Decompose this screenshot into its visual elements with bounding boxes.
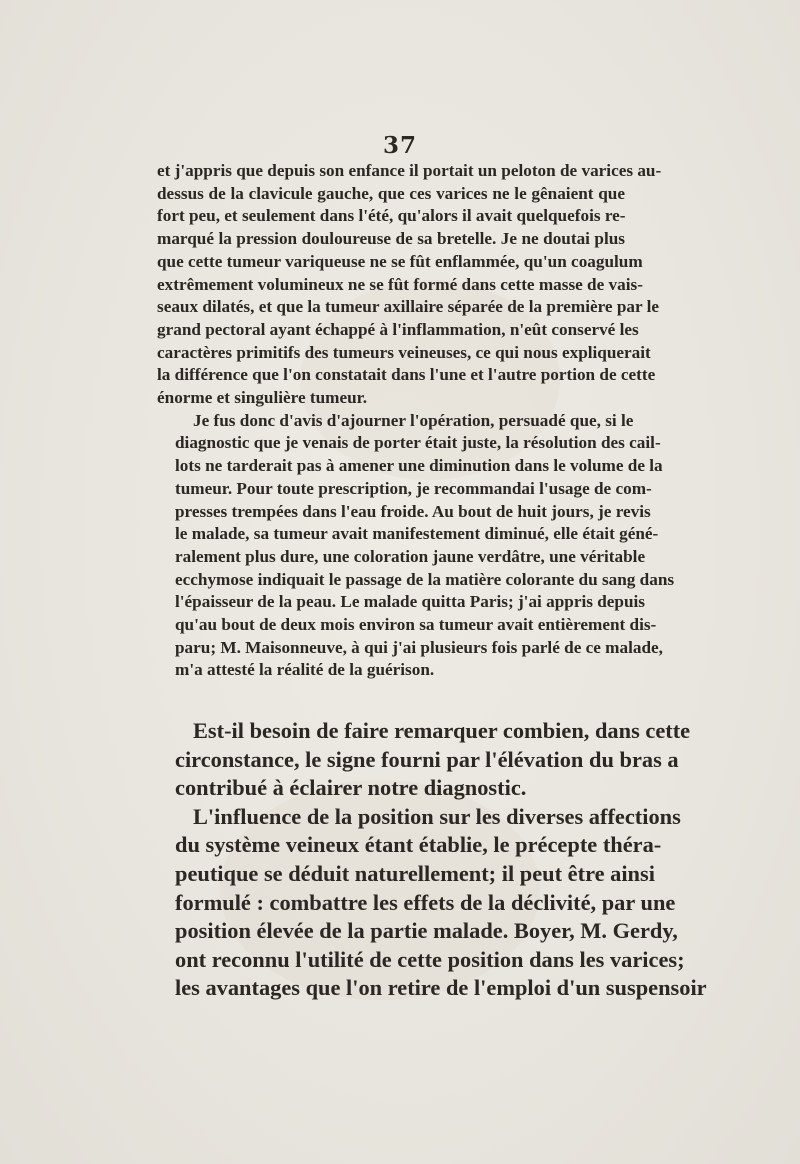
text-line: ont reconnu l'utilité de cette position dans les varices; (175, 946, 685, 972)
text-line: dessus de la clavicule gauche, que ces varices ne le gênaient que (157, 183, 625, 203)
text-line: marqué la pression douloureuse de sa bretelle. Je ne doutai plus (157, 229, 625, 249)
paragraph (157, 160, 662, 410)
text-line: extrêmement volumineux ne se fût formé dans cette masse de vais- (157, 274, 643, 294)
text-line: lots ne tarderait pas à amener une diminution dans le volume de la (175, 456, 663, 476)
page-number: 37 (382, 132, 417, 159)
paragraph (157, 717, 691, 803)
text-line: caractères primitifs des tumeurs veineuses, ce qui nous expliquerait (157, 342, 651, 362)
text-line: fort peu, et seulement dans l'été, qu'alors il avait quelquefois re- (157, 206, 626, 226)
text-line: contribué à éclairer notre diagnostic. (175, 775, 527, 801)
text-line: l'épaisseur de la peau. Le malade quitta Paris; j'ai appris depuis (175, 592, 645, 612)
text-line: et j'appris que depuis son enfance il portait un peloton de varices au- (157, 161, 662, 180)
text-line: grand pectoral ayant échappé à l'inflammation, n'eût conservé les (157, 319, 639, 339)
body-text-small (157, 160, 675, 682)
text-line: formulé : combattre les effets de la déclivité, par une (175, 889, 676, 915)
text-line: du système veineux étant établie, le précepte théra- (175, 832, 662, 858)
text-line: la différence que l'on constatait dans l'une et l'autre portion de cette (157, 365, 656, 385)
text-line: les avantages que l'on retire de l'emploi d'un suspensoir (175, 975, 707, 1001)
text-line: ralement plus dure, une coloration jaune verdâtre, une véritable (175, 546, 646, 566)
text-line: paru; M. Maisonneuve, à qui j'ai plusieurs fois parlé de ce malade, (175, 637, 663, 657)
paragraph (157, 410, 675, 682)
body-text-large (157, 717, 707, 1003)
text-line: le malade, sa tumeur avait manifestement diminué, elle était géné- (175, 524, 659, 544)
text-line: position élevée de la partie malade. Boyer, M. Gerdy, (175, 918, 678, 944)
text-line: circonstance, le signe fourni par l'élévation du bras a (175, 746, 679, 772)
paragraph (157, 803, 707, 1003)
text-line: Est-il besoin de faire remarquer combien, dans cette (193, 718, 691, 743)
text-line: qu'au bout de deux mois environ sa tumeur avait entièrement dis- (175, 615, 657, 635)
text-line: L'influence de la position sur les diverses affections (193, 803, 681, 829)
text-line: ecchymose indiquait le passage de la matière colorante du sang dans (175, 569, 675, 589)
text-line: que cette tumeur variqueuse ne se fût enflammée, qu'un coagulum (157, 251, 643, 271)
text-line: énorme et singulière tumeur. (157, 388, 368, 408)
text-line: tumeur. Pour toute prescription, je recommandai l'usage de com- (175, 478, 652, 498)
text-line: presses trempées dans l'eau froide. Au bout de huit jours, je revis (175, 501, 651, 521)
text-line: peutique se déduit naturellement; il peut être ainsi (175, 860, 655, 886)
text-line: diagnostic que je venais de porter était juste, la résolution des cail- (175, 433, 661, 453)
text-line: m'a attesté la réalité de la guérison. (175, 660, 435, 680)
text-line: seaux dilatés, et que la tumeur axillaire séparée de la première par le (157, 297, 660, 317)
text-line: Je fus donc d'avis d'ajourner l'opération, persuadé que, si le (193, 410, 634, 430)
